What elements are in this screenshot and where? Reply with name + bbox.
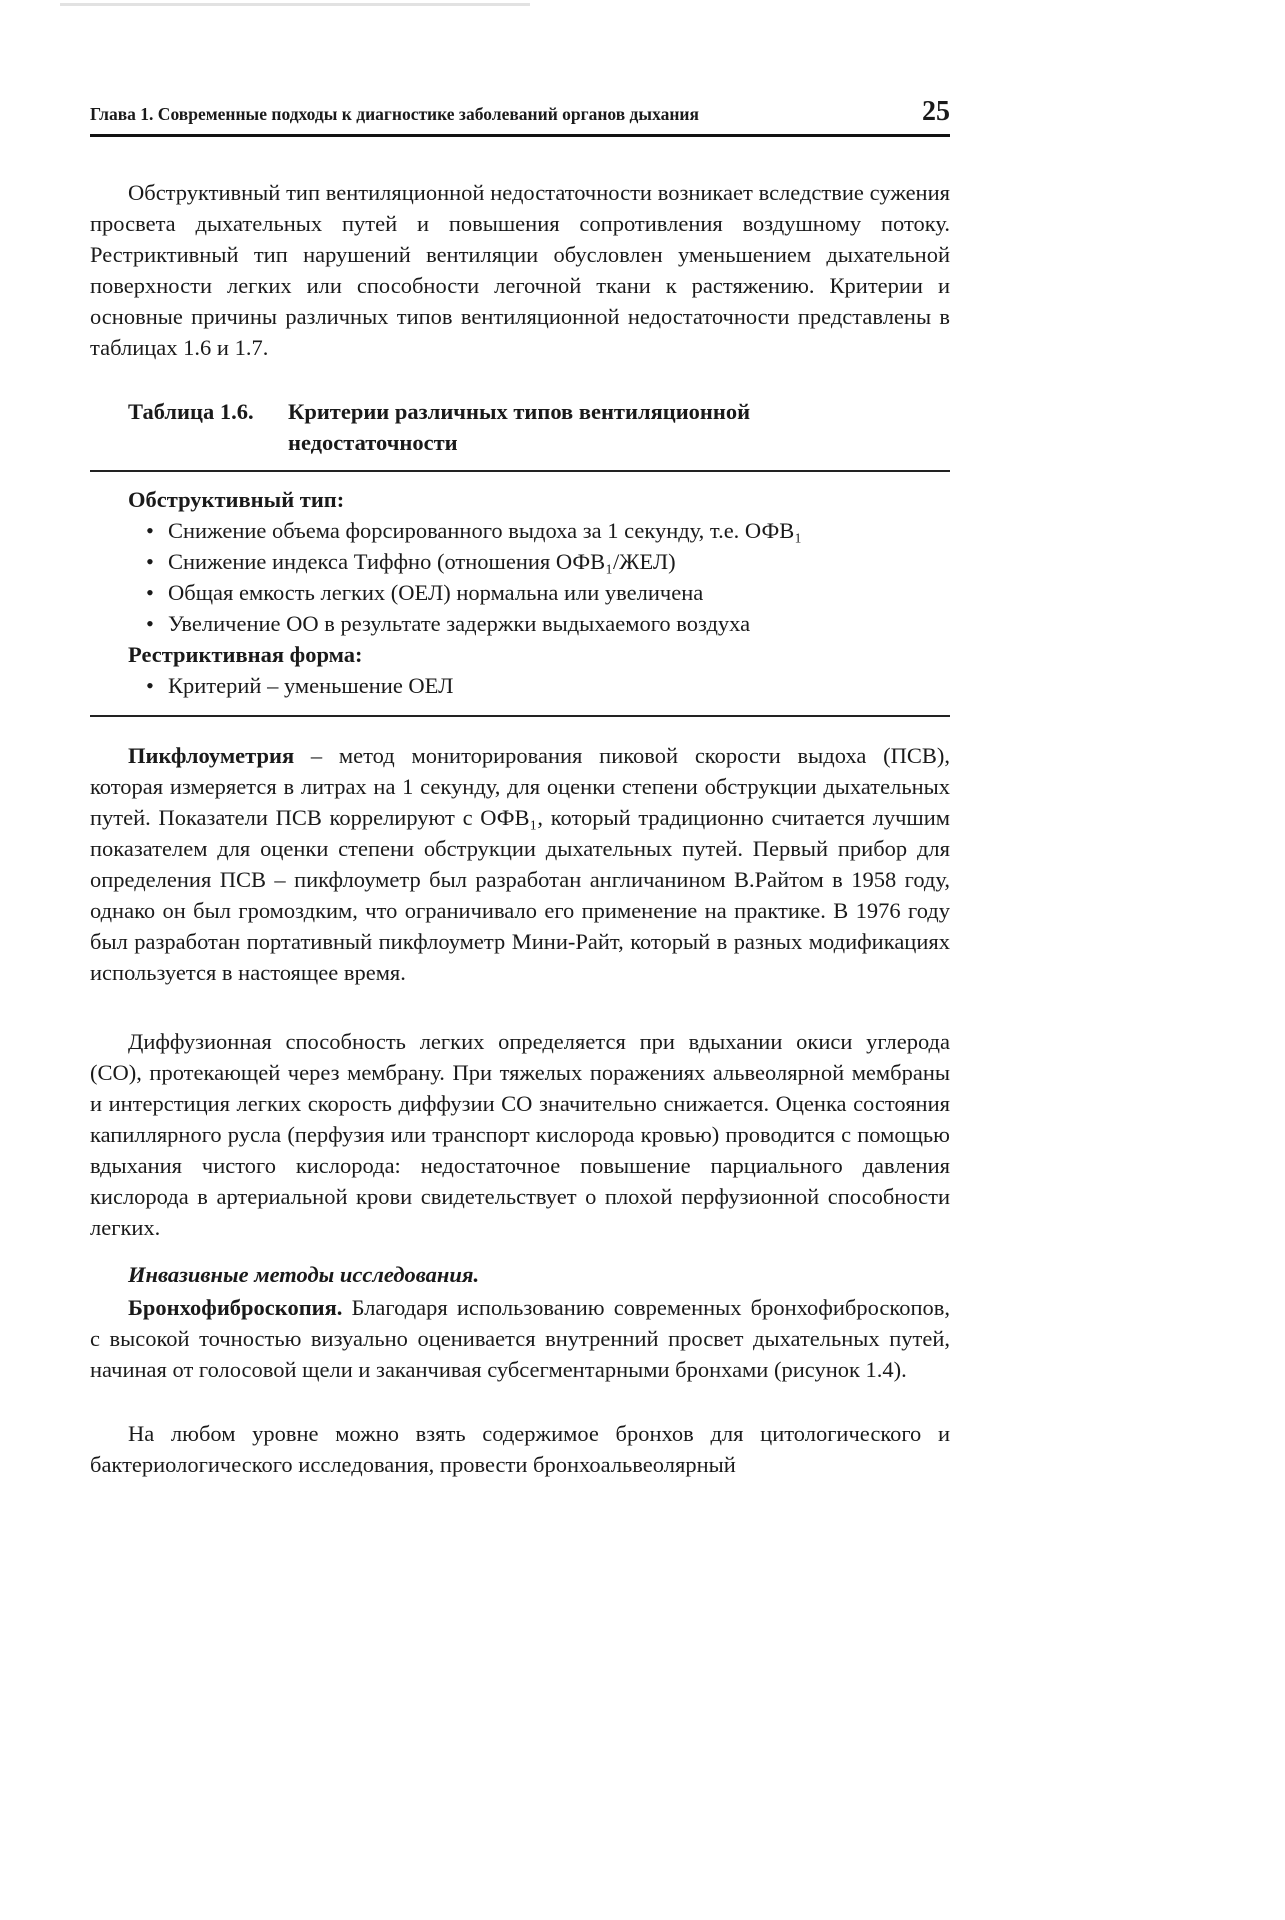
sampling-paragraph: На любом уровне можно взять содержимое бронхов для цитологического и бактериологического исследования, провести бронхоальвеолярный <box>90 1421 950 1477</box>
scan-artifact <box>60 3 530 6</box>
section-subheading: Инвазивные методы исследования. <box>128 1262 480 1287</box>
table-bottom-rule <box>90 715 950 717</box>
criteria-table <box>128 484 948 701</box>
list-item: • Снижение индекса Тиффно (отношения ОФВ₁/ЖЕЛ) <box>146 549 676 574</box>
list-item: • Критерий – уменьшение ОЕЛ <box>146 673 454 698</box>
table-title: Критерии различных типов вентиляционной недостаточности <box>288 399 751 455</box>
bronchoscopy-text: Благодаря использованию современных бронхофиброскопов, с высокой точностью визуально оценивается внутренний просвет дыхательных путей, начиная от голосовой щели и заканчивая субсегментарными бронхами (рисунок 1.4). <box>90 1295 950 1382</box>
diffusion-paragraph: Диффузионная способность легких определяется при вдыхании окиси углерода (СО), протекающей через мембрану. При тяжелых поражениях альвеолярной мембраны и интерстиция легких скорость диффузии СО значительно снижается. Оценка состояния капиллярного русла (перфузия или транспорт кислорода кровью) проводится с помощью вдыхания чистого кислорода: недостаточное повышение парциального давления кислорода в артериальной крови свидетельствует о плохой перфузионной способности легких. <box>90 1029 950 1240</box>
bronchoscopy-paragraph <box>90 1292 950 1385</box>
list-item: • Увеличение ОО в результате задержки выдыхаемого воздуха <box>146 611 751 636</box>
peakflow-text: – метод мониторирования пиковой скорости выдоха (ПСВ), которая измеряется в литрах на 1 секунду, для оценки степени обструкции дыхательных путей. Показатели ПСВ коррелируют с ОФВ₁, который традиционно считается лучшим показателем для оценки степени обструкции дыхательных путей. Первый прибор для определения ПСВ – пикфлоуметр был разработан англичанином В.Райтом в 1958 году, однако он был громоздким, что ограничивало его применение на практике. В 1976 году был разработан портативный пикфлоуметр Мини-Райт, который в разных модификациях используется в настоящее время. <box>90 743 950 985</box>
list-item: • Снижение объема форсированного выдоха за 1 секунду, т.е. ОФВ₁ <box>146 518 803 543</box>
running-title: Глава 1. Современные подходы к диагностике заболеваний органов дыхания <box>90 104 699 124</box>
table-label: Таблица 1.6. <box>128 399 254 424</box>
list-item: • Общая емкость легких (ОЕЛ) нормальна или увеличена <box>146 580 704 605</box>
obstructive-criteria-list <box>128 515 948 639</box>
peakflow-paragraph <box>90 740 950 988</box>
restrictive-criteria-list <box>128 670 948 701</box>
bronchoscopy-term: Бронхофиброскопия. <box>128 1295 343 1320</box>
header-rule <box>90 134 950 137</box>
page-number: 25 <box>922 96 950 127</box>
group-title-restrictive: Рестриктивная форма: <box>128 642 363 667</box>
table-top-rule <box>90 470 950 472</box>
group-title-obstructive: Обструктивный тип: <box>128 487 345 512</box>
peakflow-term: Пикфлоуметрия <box>128 743 295 768</box>
intro-paragraph: Обструктивный тип вентиляционной недостаточности возникает вследствие сужения просвета дыхательных путей и повышения сопротивления воздушному потоку. Рестриктивный тип нарушений вентиляции обусловлен уменьшением дыхательной поверхности легких или способности легочной ткани к растяжению. Критерии и основные причины различных типов вентиляционной недостаточности представлены в таблицах 1.6 и 1.7. <box>90 180 950 360</box>
